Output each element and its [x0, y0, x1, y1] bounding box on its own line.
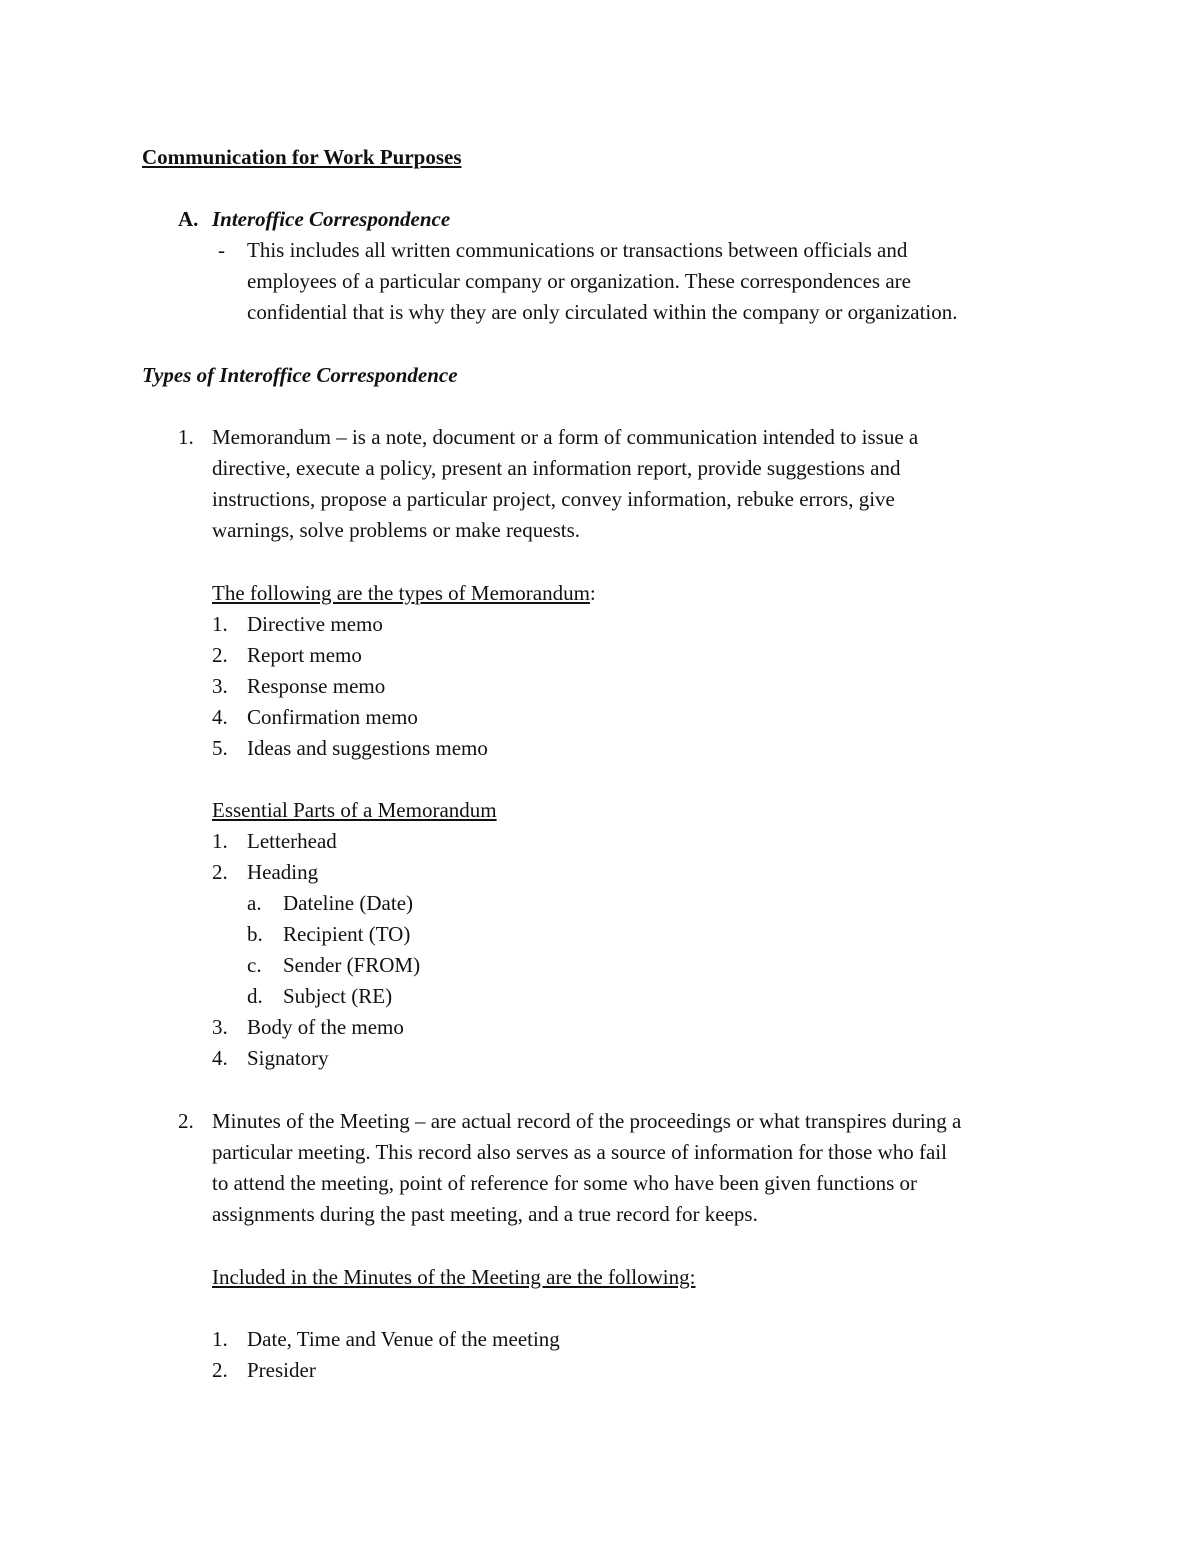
paragraph-line: This includes all written communications or transactions between officials and — [247, 238, 908, 262]
sublist-item: Sender (FROM) — [283, 953, 421, 977]
list-marker: 1. — [212, 829, 228, 853]
list-marker: 5. — [212, 736, 228, 760]
list-marker: 3. — [212, 674, 228, 698]
list-marker: 3. — [212, 1015, 228, 1039]
list-item: Ideas and suggestions memo — [247, 736, 488, 760]
page-title: Communication for Work Purposes — [142, 145, 462, 169]
dash-bullet: - — [218, 238, 225, 262]
list-item: Heading — [247, 860, 319, 884]
list-item: Letterhead — [247, 829, 337, 853]
paragraph-line: Memorandum – is a note, document or a form of communication intended to issue a — [212, 425, 919, 449]
sublist-marker: a. — [247, 891, 262, 915]
sublist-item: Subject (RE) — [283, 984, 393, 1008]
paragraph-line: confidential that is why they are only circulated within the company or organization. — [247, 300, 958, 324]
sublist-marker: b. — [247, 922, 263, 946]
sublist-item: Recipient (TO) — [283, 922, 411, 946]
list-marker: 1. — [178, 425, 194, 449]
list-marker: 2. — [212, 860, 228, 884]
paragraph-line: Minutes of the Meeting – are actual record of the proceedings or what transpires during a — [212, 1109, 962, 1133]
paragraph-line: instructions, propose a particular project, convey information, rebuke errors, give — [212, 487, 895, 511]
subsection-heading: Types of Interoffice Correspondence — [142, 363, 458, 387]
list-item: Signatory — [247, 1046, 329, 1070]
section-heading: Interoffice Correspondence — [212, 207, 451, 231]
list-label-text: The following are the types of Memorandum — [212, 581, 590, 605]
list-marker: 2. — [178, 1109, 194, 1133]
list-item: Directive memo — [247, 612, 383, 636]
paragraph-line: warnings, solve problems or make requests. — [212, 518, 581, 542]
list-marker: 4. — [212, 705, 228, 729]
list-marker: 1. — [212, 612, 228, 636]
list-marker: 4. — [212, 1046, 228, 1070]
list-label-colon: : — [589, 581, 596, 605]
list-marker: 2. — [212, 1358, 228, 1382]
list-label: Essential Parts of a Memorandum — [212, 798, 497, 822]
list-item: Date, Time and Venue of the meeting — [247, 1327, 560, 1351]
list-item: Confirmation memo — [247, 705, 418, 729]
list-label — [212, 578, 596, 609]
section-marker: A. — [178, 207, 199, 231]
paragraph-line: to attend the meeting, point of reference for some who have been given functions or — [212, 1171, 918, 1195]
list-item: Report memo — [247, 643, 362, 667]
sublist-marker: c. — [247, 953, 262, 977]
sublist-marker: d. — [247, 984, 263, 1008]
list-marker: 2. — [212, 643, 228, 667]
list-item: Body of the memo — [247, 1015, 404, 1039]
list-item: Presider — [247, 1358, 316, 1382]
paragraph-line: directive, execute a policy, present an information report, provide suggestions and — [212, 456, 901, 480]
paragraph-line: particular meeting. This record also serves as a source of information for those who fail — [212, 1140, 947, 1164]
list-item: Response memo — [247, 674, 386, 698]
sublist-item: Dateline (Date) — [283, 891, 414, 915]
list-label: Included in the Minutes of the Meeting are the following: — [212, 1265, 696, 1289]
paragraph-line: assignments during the past meeting, and a true record for keeps. — [212, 1202, 758, 1226]
list-marker: 1. — [212, 1327, 228, 1351]
paragraph-line: employees of a particular company or organization. These correspondences are — [247, 269, 911, 293]
